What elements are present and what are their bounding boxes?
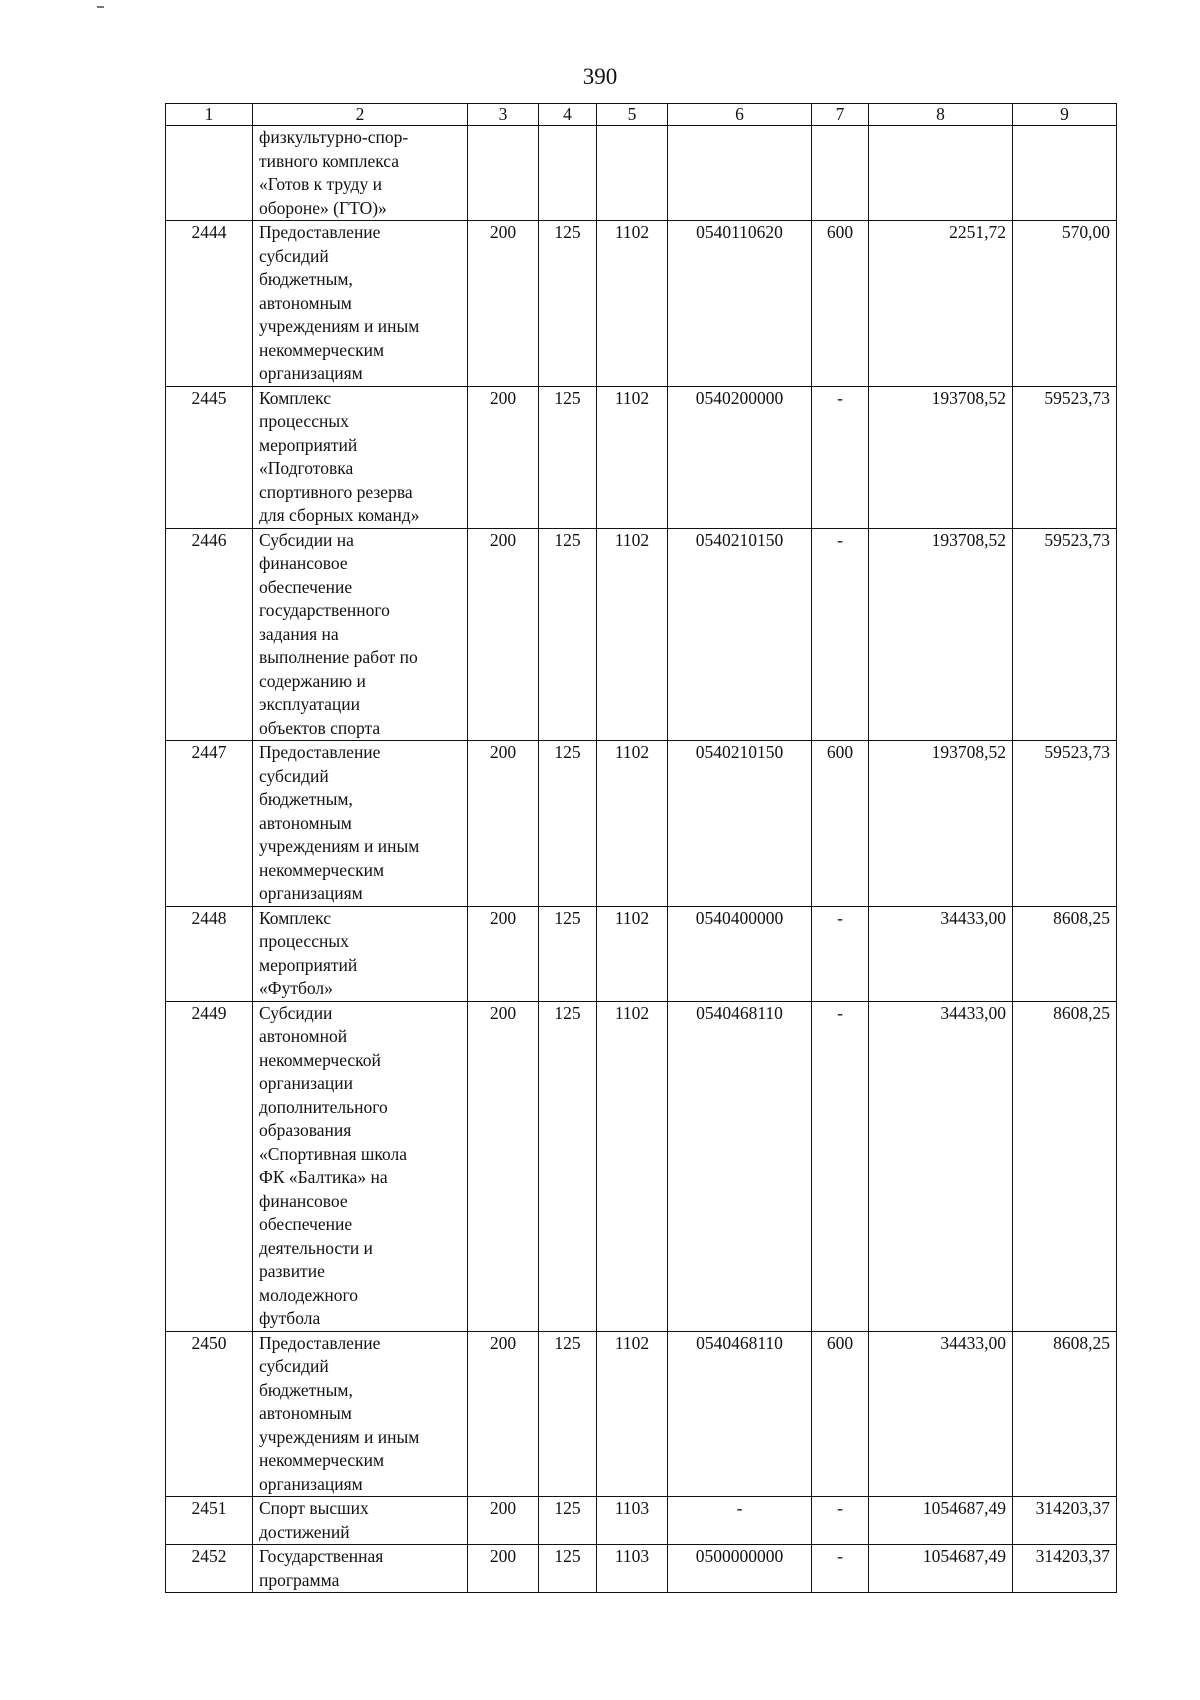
amount-col-9-cell: 8608,25 xyxy=(1013,1331,1117,1497)
column-4-cell: 125 xyxy=(539,528,597,741)
item-name-cell: Комплекс процессных мероприятий «Футбол» xyxy=(253,906,468,1001)
table-row xyxy=(166,386,1117,528)
amount-col-8-cell: 34433,00 xyxy=(869,906,1013,1001)
row-number-cell: 2449 xyxy=(166,1001,253,1331)
table-row xyxy=(166,906,1117,1001)
item-name-cell: Субсидии на финансовое обеспечение государственного задания на выполнение работ по содержанию и эксплуатации объектов спорта xyxy=(253,528,468,741)
amount-col-8-cell: 193708,52 xyxy=(869,386,1013,528)
section-code-cell: 1103 xyxy=(597,1497,668,1545)
column-4-cell: 125 xyxy=(539,1001,597,1331)
amount-col-8-cell: 34433,00 xyxy=(869,1001,1013,1331)
target-article-cell: 0540400000 xyxy=(668,906,812,1001)
target-article-cell: 0500000000 xyxy=(668,1545,812,1593)
row-number-cell: 2451 xyxy=(166,1497,253,1545)
amount-col-8-cell: 193708,52 xyxy=(869,741,1013,907)
row-number-cell: 2445 xyxy=(166,386,253,528)
amount-col-9-cell: 59523,73 xyxy=(1013,741,1117,907)
row-number-cell: 2446 xyxy=(166,528,253,741)
item-name-cell: Предоставление субсидий бюджетным, автономным учреждениям и иным некоммерческим организациям xyxy=(253,741,468,907)
ministry-code-cell xyxy=(468,126,539,221)
table-row xyxy=(166,1001,1117,1331)
header-cell: 8 xyxy=(869,104,1013,126)
target-article-cell: 0540210150 xyxy=(668,741,812,907)
target-article-cell: 0540468110 xyxy=(668,1001,812,1331)
header-cell: 5 xyxy=(597,104,668,126)
amount-col-9-cell: 8608,25 xyxy=(1013,906,1117,1001)
column-4-cell: 125 xyxy=(539,1545,597,1593)
table-row xyxy=(166,741,1117,907)
target-article-cell: 0540110620 xyxy=(668,221,812,387)
amount-col-8-cell: 1054687,49 xyxy=(869,1545,1013,1593)
amount-col-9-cell: 59523,73 xyxy=(1013,528,1117,741)
amount-col-8-cell: 193708,52 xyxy=(869,528,1013,741)
table-row xyxy=(166,126,1117,221)
expense-type-cell: - xyxy=(812,386,869,528)
ministry-code-cell: 200 xyxy=(468,386,539,528)
amount-col-8-cell xyxy=(869,126,1013,221)
section-code-cell: 1103 xyxy=(597,1545,668,1593)
table-body xyxy=(166,126,1117,1593)
column-4-cell: 125 xyxy=(539,906,597,1001)
target-article-cell: 0540210150 xyxy=(668,528,812,741)
row-number-cell: 2447 xyxy=(166,741,253,907)
amount-col-8-cell: 2251,72 xyxy=(869,221,1013,387)
section-code-cell: 1102 xyxy=(597,741,668,907)
header-cell: 7 xyxy=(812,104,869,126)
target-article-cell: 0540200000 xyxy=(668,386,812,528)
target-article-cell xyxy=(668,126,812,221)
expense-type-cell xyxy=(812,126,869,221)
ministry-code-cell: 200 xyxy=(468,906,539,1001)
table-row xyxy=(166,528,1117,741)
expense-type-cell: - xyxy=(812,906,869,1001)
target-article-cell: - xyxy=(668,1497,812,1545)
row-number-cell xyxy=(166,126,253,221)
table-row xyxy=(166,1545,1117,1593)
section-code-cell: 1102 xyxy=(597,528,668,741)
amount-col-9-cell: 59523,73 xyxy=(1013,386,1117,528)
amount-col-9-cell: 314203,37 xyxy=(1013,1497,1117,1545)
table-row xyxy=(166,1497,1117,1545)
scan-speck xyxy=(97,6,104,8)
expense-type-cell: - xyxy=(812,1001,869,1331)
expense-type-cell: 600 xyxy=(812,221,869,387)
column-4-cell: 125 xyxy=(539,741,597,907)
row-number-cell: 2452 xyxy=(166,1545,253,1593)
ministry-code-cell: 200 xyxy=(468,1497,539,1545)
expense-type-cell: 600 xyxy=(812,1331,869,1497)
section-code-cell: 1102 xyxy=(597,1331,668,1497)
amount-col-9-cell xyxy=(1013,126,1117,221)
amount-col-9-cell: 570,00 xyxy=(1013,221,1117,387)
item-name-cell: Комплекс процессных мероприятий «Подготовка спортивного резерва для сборных команд» xyxy=(253,386,468,528)
expense-type-cell: - xyxy=(812,1497,869,1545)
ministry-code-cell: 200 xyxy=(468,1545,539,1593)
item-name-cell: Предоставление субсидий бюджетным, автономным учреждениям и иным некоммерческим организациям xyxy=(253,221,468,387)
header-cell: 6 xyxy=(668,104,812,126)
header-cell: 9 xyxy=(1013,104,1117,126)
column-4-cell: 125 xyxy=(539,221,597,387)
table-row xyxy=(166,221,1117,387)
expense-type-cell: - xyxy=(812,1545,869,1593)
ministry-code-cell: 200 xyxy=(468,221,539,387)
amount-col-8-cell: 1054687,49 xyxy=(869,1497,1013,1545)
section-code-cell: 1102 xyxy=(597,221,668,387)
ministry-code-cell: 200 xyxy=(468,741,539,907)
item-name-cell: Предоставление субсидий бюджетным, автономным учреждениям и иным некоммерческим организациям xyxy=(253,1331,468,1497)
page-number: 390 xyxy=(582,64,618,89)
section-code-cell: 1102 xyxy=(597,1001,668,1331)
table-row xyxy=(166,1331,1117,1497)
header-cell: 3 xyxy=(468,104,539,126)
item-name-cell: Государственная программа xyxy=(253,1545,468,1593)
section-code-cell: 1102 xyxy=(597,906,668,1001)
column-4-cell: 125 xyxy=(539,1497,597,1545)
ministry-code-cell: 200 xyxy=(468,1331,539,1497)
budget-table xyxy=(165,103,1117,1593)
header-cell: 4 xyxy=(539,104,597,126)
item-name-cell: Спорт высших достижений xyxy=(253,1497,468,1545)
ministry-code-cell: 200 xyxy=(468,528,539,741)
row-number-cell: 2450 xyxy=(166,1331,253,1497)
table-header-row xyxy=(166,104,1117,126)
expense-type-cell: 600 xyxy=(812,741,869,907)
amount-col-8-cell: 34433,00 xyxy=(869,1331,1013,1497)
item-name-cell: физкультурно-спор- тивного комплекса «Готов к труду и обороне» (ГТО)» xyxy=(253,126,468,221)
header-cell: 1 xyxy=(166,104,253,126)
expense-type-cell: - xyxy=(812,528,869,741)
amount-col-9-cell: 314203,37 xyxy=(1013,1545,1117,1593)
section-code-cell: 1102 xyxy=(597,386,668,528)
item-name-cell: Субсидии автономной некоммерческой организации дополнительного образования «Спортивная школа ФК «Балтика» на финансовое обеспечение деятельности и развитие молодежного футбола xyxy=(253,1001,468,1331)
column-4-cell: 125 xyxy=(539,386,597,528)
row-number-cell: 2444 xyxy=(166,221,253,387)
ministry-code-cell: 200 xyxy=(468,1001,539,1331)
column-4-cell xyxy=(539,126,597,221)
column-4-cell: 125 xyxy=(539,1331,597,1497)
header-cell: 2 xyxy=(253,104,468,126)
section-code-cell xyxy=(597,126,668,221)
target-article-cell: 0540468110 xyxy=(668,1331,812,1497)
amount-col-9-cell: 8608,25 xyxy=(1013,1001,1117,1331)
row-number-cell: 2448 xyxy=(166,906,253,1001)
